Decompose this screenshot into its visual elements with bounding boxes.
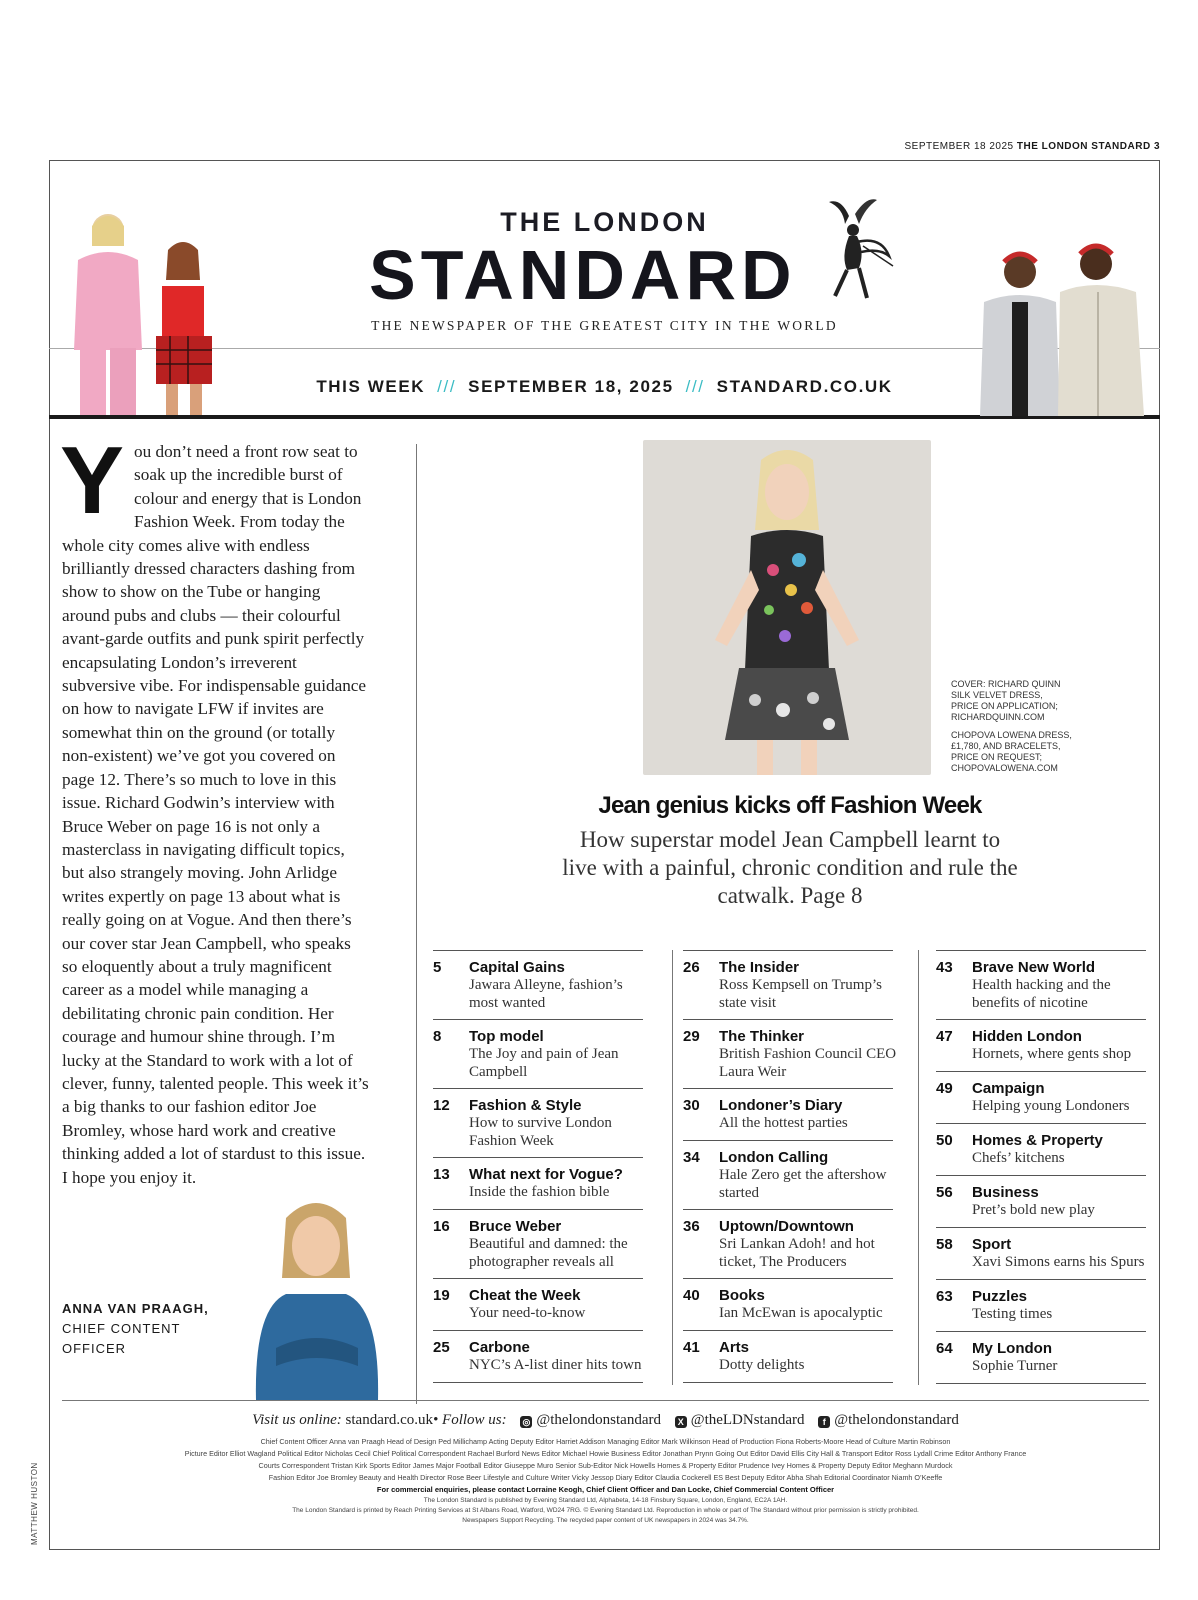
entry-description: NYC’s A-list diner hits town: [469, 1357, 642, 1373]
legal-line: The London Standard is published by Evening Standard Ltd, Alphabeta, 14-18 Finsbury Square, London, England, EC2A 1AH.: [423, 1497, 788, 1504]
entry-description: Sri Lankan Adoh! and hot ticket, The Producers: [719, 1236, 875, 1270]
contents-column-1: [433, 950, 643, 1383]
this-week-label: THIS WEEK: [316, 377, 426, 396]
entry-description: Chefs’ kitchens: [972, 1150, 1065, 1166]
x-handle[interactable]: @theLDNstandard: [690, 1412, 805, 1428]
page-number: 41: [683, 1339, 700, 1356]
entry-description: Pret’s bold new play: [972, 1202, 1095, 1218]
contents-entry[interactable]: [936, 950, 1146, 1019]
entry-title: Hidden London: [972, 1028, 1082, 1045]
page-number: 64: [936, 1340, 953, 1357]
entry-description: Inside the fashion bible: [469, 1184, 610, 1200]
staff-line: Chief Content Officer Anna van Praagh Head of Design Ped Millichamp Acting Deputy Editor Harriet Addison Managing Editor Mark Wilkinson Head of Production Fiona Roberts-Moore Head of Culture Martin Robinson: [260, 1437, 951, 1446]
masthead-photo-left: [58, 200, 238, 415]
staff-line: Fashion Editor Joe Bromley Beauty and Health Director Rose Beer Lifestyle and Culture Writer Vicky Jessop Diary Editor Claudia Cockerell ES Best Deputy Editor Abha Shah Editorial Coordinator Niamh O’Keeffe: [268, 1473, 943, 1482]
contents-entry[interactable]: [433, 1088, 643, 1157]
page-number: 43: [936, 959, 953, 976]
page-number: 34: [683, 1149, 700, 1166]
contents-entry[interactable]: [936, 1123, 1146, 1175]
contents-entry[interactable]: [433, 1278, 643, 1330]
contents-entry[interactable]: [936, 1071, 1146, 1123]
entry-description: Testing times: [972, 1306, 1053, 1322]
entry-title: Londoner’s Diary: [719, 1097, 843, 1114]
contents-entry[interactable]: [683, 1019, 897, 1088]
entry-description: The Joy and pain of Jean Campbell: [469, 1046, 619, 1080]
editor-role-line-2: OFFICER: [62, 1341, 127, 1356]
entry-title: Business: [972, 1184, 1039, 1201]
contents-entry[interactable]: [433, 1019, 643, 1088]
masthead-standard: STANDARD: [369, 236, 797, 314]
page-number: 47: [936, 1028, 953, 1045]
staff-credits: [62, 1436, 1149, 1526]
folio: [905, 141, 1160, 152]
contents-entry[interactable]: [433, 1330, 643, 1382]
editor-name: ANNA VAN PRAAGH,: [62, 1301, 209, 1316]
entry-title: Campaign: [972, 1080, 1045, 1097]
contents-entry[interactable]: [936, 1175, 1146, 1227]
site-url: STANDARD.CO.UK: [716, 377, 893, 396]
entry-description: Hornets, where gents shop: [972, 1046, 1132, 1062]
entry-description: Sophie Turner: [972, 1358, 1058, 1374]
page-number: 40: [683, 1287, 700, 1304]
entry-title: The Thinker: [719, 1028, 805, 1045]
facebook-handle[interactable]: @thelondonstandard: [834, 1412, 959, 1428]
editor-portrait: [246, 1188, 386, 1400]
contents-column-3: [936, 950, 1146, 1384]
contents-entry[interactable]: [433, 1157, 643, 1209]
entry-title: Brave New World: [972, 959, 1096, 976]
editorial-letter: [60, 427, 370, 1189]
cover-caption-2: CHOPOVA LOWENA DRESS, £1,780, AND BRACELETS, PRICE ON REQUEST; CHOPOVALOWENA.COM: [951, 730, 1072, 773]
separator: ///: [685, 377, 705, 396]
follow-label: • Follow us:: [433, 1412, 507, 1428]
page-number: 13: [433, 1166, 450, 1183]
contents-entry[interactable]: [433, 1209, 643, 1278]
entry-description: Beautiful and damned: the photographer reveals all: [469, 1236, 628, 1270]
column-divider: [918, 950, 919, 1385]
entry-description: British Fashion Council CEO Laura Weir: [719, 1046, 897, 1080]
entry-title: Carbone: [469, 1339, 530, 1356]
page-number: 19: [433, 1287, 450, 1304]
contents-end-rule: [433, 1382, 643, 1383]
cover-subhead: How superstar model Jean Campbell learnt to live with a painful, chronic condition and rule the catwalk. Page 8: [562, 827, 1018, 908]
entry-title: Top model: [469, 1028, 544, 1045]
x-icon: X: [675, 1416, 687, 1428]
contents-entry[interactable]: [683, 1140, 893, 1209]
staff-line: Picture Editor Elliot Wagland Political Editor Nicholas Cecil Chief Political Correspondent Rachael Burford News Editor Michael Howie Business Editor Jonathan Prynn Going Out Editor David Ellis City Hall & Transport Editor Ross Lydall Crime Editor Anthony France: [184, 1449, 1027, 1458]
entry-description: Hale Zero get the aftershow started: [719, 1167, 887, 1201]
staff-line: Courts Correspondent Tristan Kirk Sports Editor James Major Football Editor Giuseppe Muro Senior Sub-Editor Nick Howells Homes & Property Editor Prudence Ivey Homes & Property Deputy Editor Meghann Murdock: [258, 1461, 953, 1470]
cupid-logo-icon: [819, 196, 899, 306]
issue-date: SEPTEMBER 18, 2025: [468, 377, 674, 396]
entry-title: Bruce Weber: [469, 1218, 562, 1235]
page-number: 36: [683, 1218, 700, 1235]
footer-site-link[interactable]: standard.co.uk: [345, 1412, 434, 1428]
entry-title: Puzzles: [972, 1288, 1028, 1305]
photo-credit: MATTHEW HUSTON: [30, 1462, 39, 1545]
column-divider: [672, 950, 673, 1385]
page-number: 29: [683, 1028, 700, 1045]
separator: ///: [437, 377, 457, 396]
entry-description: Ian McEwan is apocalyptic: [719, 1305, 883, 1321]
page-number: 56: [936, 1184, 953, 1201]
page-number: 25: [433, 1339, 450, 1356]
entry-description: Jawara Alleyne, fashion’s most wanted: [469, 977, 623, 1011]
entry-description: Dotty delights: [719, 1357, 805, 1373]
footer-divider: [62, 1400, 1149, 1401]
editor-signature: [62, 1299, 209, 1359]
page-number: 30: [683, 1097, 700, 1114]
legal-line: Newspapers Support Recycling. The recycled paper content of UK newspapers in 2024 was 34.7%.: [462, 1517, 749, 1524]
instagram-handle[interactable]: @thelondonstandard: [536, 1412, 661, 1428]
editorial-text: ou don’t need a front row seat to soak up the incredible burst of colour and energy that is London Fashion Week. From today the whole city comes alive with endless brilliantly dressed characters dashing from show to show on the Tube or hanging around pubs and clubs — their colourful avant-garde outfits and punk spirit perfectly encapsulating London’s irreverent subversive vibe. For indispensable guidance on how to navigate LFW if invites are somewhat thin on the ground (or totally non-existent) we’ve got you covered on page 12. There’s so much to love in this issue. Richard Godwin’s interview with Bruce Weber on page 16 is not only a masterclass in navigating difficult topics, but also strangely moving. John Arlidge writes expertly on page 13 about what is really going on at Vogue. And then there’s our cover star Jean Campbell, who speaks so eloquently about a truly magnificent career as a model while managing a debilitating chronic pain condition. Her courage and humour shine through. I’m lucky at the Standard to work with a lot of clever, funny, talented people. This week it’s a big thanks to our fashion editor Joe Bromley, whose hard work and creative thinking added a lot of stardust to this issue. I hope you enjoy it.: [62, 442, 369, 1187]
entry-title: Books: [719, 1287, 765, 1304]
entry-title: Homes & Property: [972, 1132, 1103, 1149]
social-bar: [62, 1412, 1149, 1429]
legal-line: The London Standard is printed by Reach Printing Services at St Albans Road, Watford, WD24 7RG. © Evening Standard Ltd. Reproduction in whole or part of The Standard without prior permission is strictly prohibited.: [292, 1507, 919, 1514]
cover-photo: [643, 440, 931, 775]
masthead-tagline: THE NEWSPAPER OF THE GREATEST CITY IN THE WORLD: [371, 318, 838, 333]
folio-paper: THE LONDON STANDARD 3: [1016, 141, 1160, 152]
contents-end-rule: [683, 1382, 893, 1383]
page-number: 49: [936, 1080, 953, 1097]
contents-entry[interactable]: [683, 1330, 893, 1382]
page-number: 8: [433, 1028, 442, 1045]
page-number: 12: [433, 1097, 450, 1114]
entry-title: Cheat the Week: [469, 1287, 581, 1304]
drop-cap: Y: [60, 427, 125, 534]
entry-title: What next for Vogue?: [469, 1166, 623, 1183]
entry-title: My London: [972, 1340, 1052, 1357]
page-number: 58: [936, 1236, 953, 1253]
page-number: 63: [936, 1288, 953, 1305]
contents-entry[interactable]: [936, 1227, 1146, 1279]
masthead-photo-right: [968, 240, 1158, 416]
page-number: 26: [683, 959, 700, 976]
entry-description: All the hottest parties: [719, 1115, 848, 1131]
masthead-the-london: THE LONDON: [500, 207, 709, 237]
entry-title: The Insider: [719, 959, 800, 976]
entry-description: Your need-to-know: [469, 1305, 586, 1321]
entry-description: Helping young Londoners: [972, 1098, 1130, 1114]
entry-description: Xavi Simons earns his Spurs: [972, 1254, 1145, 1270]
contents-entry[interactable]: [936, 1279, 1146, 1331]
cover-caption-1: COVER: RICHARD QUINN SILK VELVET DRESS, PRICE ON APPLICATION; RICHARDQUINN.COM: [951, 679, 1061, 722]
commercial-enquiries: For commercial enquiries, please contact Lorraine Keogh, Chief Client Officer and Dan Locke, Chief Commercial Content Officer: [376, 1485, 835, 1494]
cover-headline[interactable]: Jean genius kicks off Fashion Week: [598, 792, 982, 819]
facebook-icon: f: [818, 1416, 830, 1428]
entry-description: Health hacking and the benefits of nicotine: [972, 977, 1111, 1011]
cover-caption: [951, 679, 1091, 774]
page-number: 5: [433, 959, 442, 976]
folio-date: SEPTEMBER 18 2025: [904, 141, 1014, 152]
entry-description: Ross Kempsell on Trump’s state visit: [719, 977, 882, 1011]
column-divider: [416, 444, 417, 1404]
contents-entry[interactable]: [683, 950, 893, 1019]
contents-entry[interactable]: [683, 1209, 893, 1278]
visit-label: Visit us online:: [252, 1412, 342, 1428]
contents-entry[interactable]: [683, 1088, 893, 1140]
contents-end-rule: [936, 1383, 1146, 1384]
entry-title: Uptown/Downtown: [719, 1218, 854, 1235]
entry-title: Fashion & Style: [469, 1097, 582, 1114]
contents-entry[interactable]: [936, 1331, 1146, 1383]
page-number: 16: [433, 1218, 450, 1235]
editor-role-line-1: CHIEF CONTENT: [62, 1321, 181, 1336]
entry-title: Sport: [972, 1236, 1012, 1253]
entry-title: Arts: [719, 1339, 750, 1356]
entry-title: Capital Gains: [469, 959, 565, 976]
contents-entry[interactable]: [433, 950, 643, 1019]
entry-title: London Calling: [719, 1149, 829, 1166]
instagram-icon: ◎: [520, 1416, 532, 1428]
contents-entry[interactable]: [683, 1278, 893, 1330]
contents-column-2: [683, 950, 897, 1383]
entry-description: How to survive London Fashion Week: [469, 1115, 612, 1149]
contents-entry[interactable]: [936, 1019, 1146, 1071]
page-number: 50: [936, 1132, 953, 1149]
